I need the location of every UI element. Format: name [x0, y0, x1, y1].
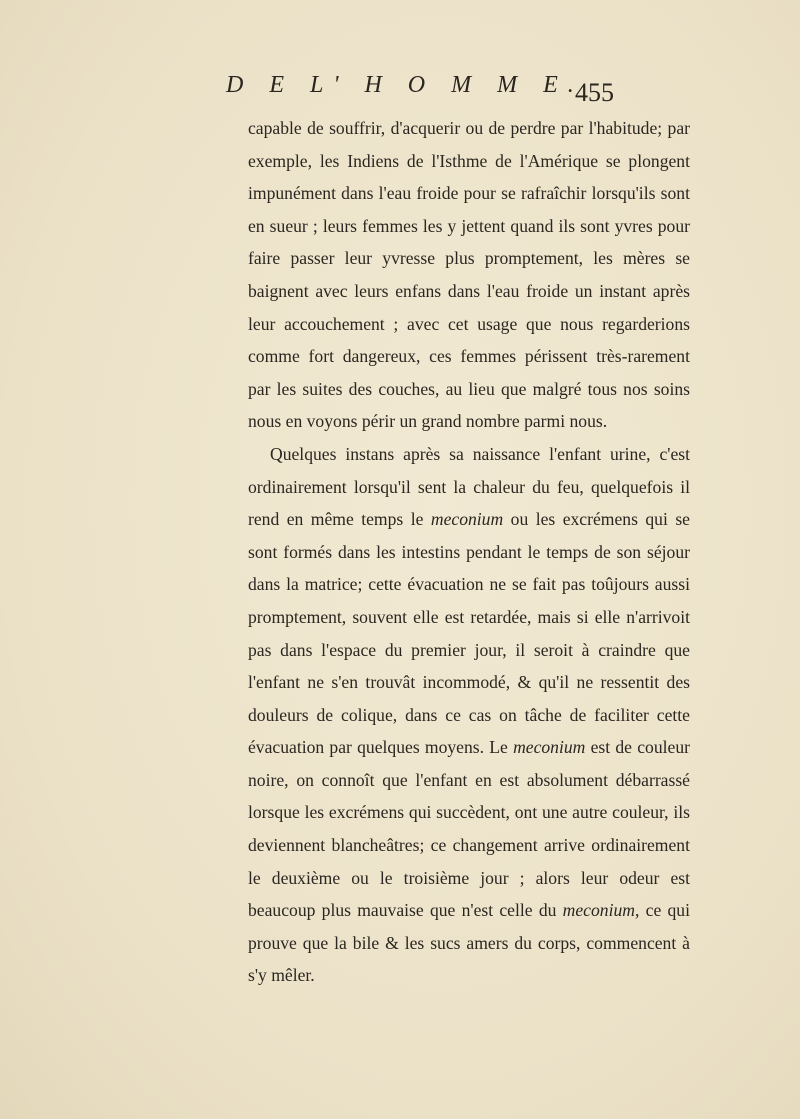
italic-term-meconium-1: meconium	[430, 509, 504, 530]
page-header	[226, 72, 614, 108]
italic-term-meconium-3: meconium	[562, 900, 635, 921]
paragraph-1: capable de souffrir, d'acquerir ou de perdre par l'habitude; par exemple, les Indiens de l'Isthme de l'Amérique se plongent impunément dans l'eau froide pour se rafraîchir lorsqu'ils sont en sueur ; leurs femmes les y jettent quand ils sont yvres pour faire passer leur yvresse plus promptement, les mères se baignent avec leurs enfans dans l'eau froide un instant après leur accouchement ; avec cet usage que nous regarderions comme fort dangereux, ces femmes périssent très-rarement par les suites des couches, au lieu que malgré tous nos soins nous en voyons périr un grand nombre parmi nous.	[248, 118, 690, 432]
paragraph-2-part-c: est de couleur noire, on connoît que l'enfant en est absolument débarrassé lorsque les excrémens qui succèdent, ont une autre couleur, ils deviennent blancheâtres; ce changement arrive ordinairement le deuxième ou le troisième jour ; alors leur odeur est beaucoup plus mauvaise que n'est celle du	[248, 737, 690, 921]
running-title: D E L' H O M M E.	[226, 72, 584, 98]
body-text	[248, 112, 690, 992]
paragraph-2-part-b: ou les excrémens qui se sont formés dans les intestins pendant le temps de son séjour dans la matrice; cette évacuation ne se fait pas toûjours aussi promptement, souvent elle est retardée, mais si elle n'arrivoit pas dans l'espace du premier jour, il seroit à craindre que l'enfant ne s'en trouvât incommodé, & qu'il ne ressentit des douleurs de colique, dans ce cas on tâche de faciliter cette évacuation par quelques moyens. Le	[248, 509, 690, 758]
paragraph-2-part-d: , ce qui prouve que la bile & les sucs amers du corps, commencent à s'y mêler.	[248, 900, 690, 986]
page-number: 455	[575, 78, 614, 107]
paragraph-2-part-a: Quelques instans après sa naissance l'enfant urine, c'est ordinairement lorsqu'il sent la chaleur du feu, quelquefois il rend en même temps le	[248, 443, 690, 530]
paragraph-2	[248, 438, 690, 992]
italic-term-meconium-2: meconium	[513, 737, 586, 758]
